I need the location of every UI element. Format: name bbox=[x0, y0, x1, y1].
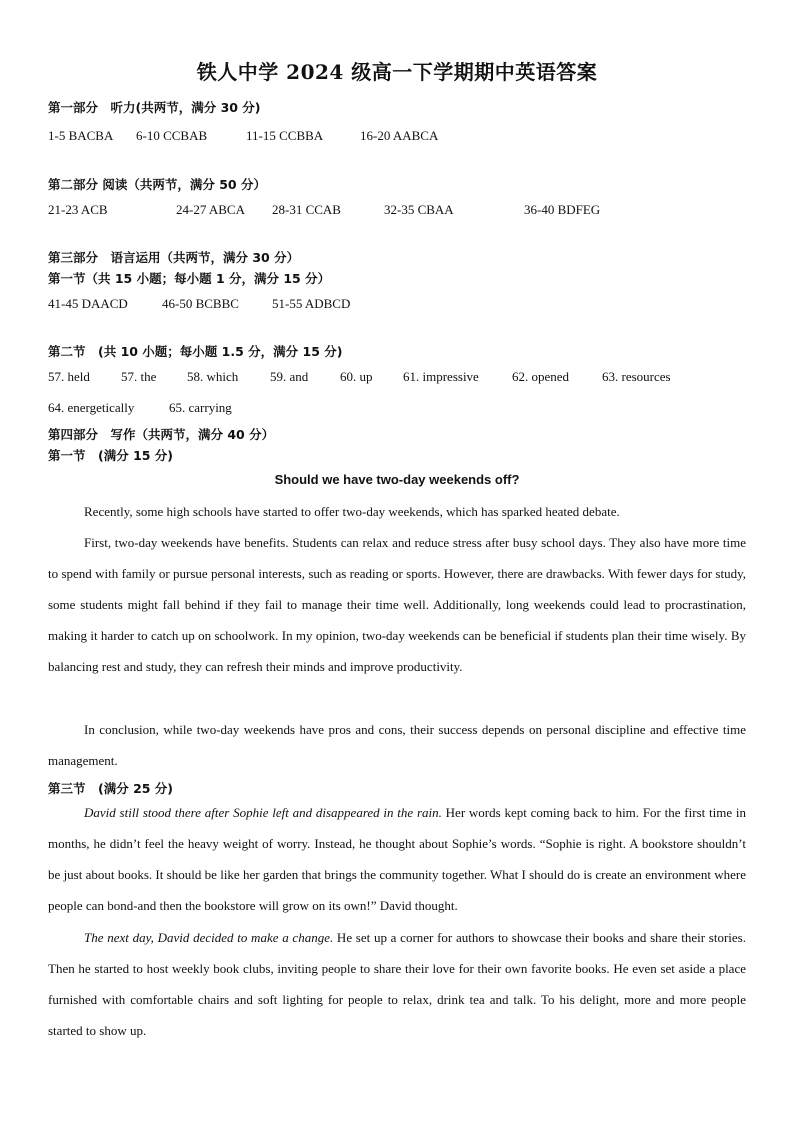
essay-paragraph: Recently, some high schools have started to offer two-day weekends, which has sparked heated debate. bbox=[84, 504, 620, 519]
paragraph-text: He set up a corner for authors to showcase their books and share their stories. Then he started to host weekly book clubs, inviting people to share their love for their own favorite books. He even set aside a place furnished with comfortable chairs and soft lighting for people to relax, drink tea and talk. To his delight, more and more people started to show up. bbox=[48, 930, 746, 1038]
answer-group: 24-27 ABCA bbox=[176, 202, 245, 217]
answer-group: 11-15 CCBBA bbox=[246, 128, 324, 143]
italic-lead: The next day, David decided to make a change. bbox=[84, 930, 334, 945]
part2-heading: 第二部分 阅读（共两节，满分 50 分） bbox=[48, 177, 266, 192]
part4-heading: 第四部分 写作（共两节，满分 40 分） bbox=[48, 427, 275, 442]
part3-section1-heading: 第一节（共 15 小题；每小题 1 分，满分 15 分） bbox=[48, 271, 331, 286]
answer-item: 61. impressive bbox=[403, 369, 479, 384]
essay-title: Should we have two-day weekends off? bbox=[274, 472, 520, 487]
part1-heading: 第一部分 听力(共两节，满分 30 分) bbox=[48, 100, 261, 115]
answer-group: 36-40 BDFEG bbox=[524, 202, 601, 217]
part4-section1-heading: 第一节 (满分 15 分) bbox=[48, 448, 174, 463]
answer-item: 58. which bbox=[187, 369, 239, 384]
answer-item: 62. opened bbox=[512, 369, 570, 384]
answer-item: 65. carrying bbox=[169, 400, 232, 415]
paragraph-text: Her words kept coming back to him. For the first time in months, he didn’t feel the heavy weight of worry. Instead, he thought about Sophie’s words. “Sophie is right. A bookstore shouldn’t be just about books. It should be like her garden that brings the community together. What I should do is create an environment where people can bond-and then the bookstore will grow on its own!” David thought. bbox=[48, 805, 746, 913]
answer-group: 46-50 BCBBC bbox=[162, 296, 239, 311]
answer-group: 1-5 BACBA bbox=[48, 128, 114, 143]
answer-group: 51-55 ADBCD bbox=[272, 296, 351, 311]
answer-group: 21-23 ACB bbox=[48, 202, 108, 217]
italic-lead: David still stood there after Sophie left and disappeared in the rain. bbox=[84, 805, 442, 820]
continuation-paragraph bbox=[48, 797, 746, 921]
answer-item: 64. energetically bbox=[48, 400, 135, 415]
essay-paragraph: In conclusion, while two-day weekends have pros and cons, their success depends on personal discipline and effective time management. bbox=[48, 722, 746, 768]
answer-item: 63. resources bbox=[602, 369, 671, 384]
part4-section3-heading: 第三节 (满分 25 分) bbox=[48, 781, 174, 796]
answer-group: 32-35 CBAA bbox=[384, 202, 454, 217]
part3-section2-heading: 第二节 (共 10 小题；每小题 1.5 分，满分 15 分) bbox=[48, 344, 343, 359]
answer-group: 16-20 AABCA bbox=[360, 128, 439, 143]
answer-group: 6-10 CCBAB bbox=[136, 128, 208, 143]
answer-item: 57. the bbox=[121, 369, 157, 384]
answer-item: 60. up bbox=[340, 369, 373, 384]
answer-group: 28-31 CCAB bbox=[272, 202, 341, 217]
continuation-paragraph bbox=[48, 922, 746, 1046]
part3-heading: 第三部分 语言运用（共两节，满分 30 分） bbox=[48, 250, 300, 265]
answer-item: 59. and bbox=[270, 369, 309, 384]
answer-item: 57. held bbox=[48, 369, 90, 384]
essay-paragraph: First, two-day weekends have benefits. Students can relax and reduce stress after busy school days. They also have more time to spend with family or pursue personal interests, such as reading or sports. However, there are drawbacks. With fewer days for study, some students might fall behind if they fail to manage their time well. Additionally, long weekends could lead to procrastination, making it harder to catch up on schoolwork. In my opinion, two-day weekends can be beneficial if students plan their time wisely. By balancing rest and study, they can refresh their minds and improve productivity. bbox=[48, 535, 746, 674]
page-title: 铁人中学 2024 级高一下学期期中英语答案 bbox=[196, 60, 598, 84]
answer-group: 41-45 DAACD bbox=[48, 296, 128, 311]
